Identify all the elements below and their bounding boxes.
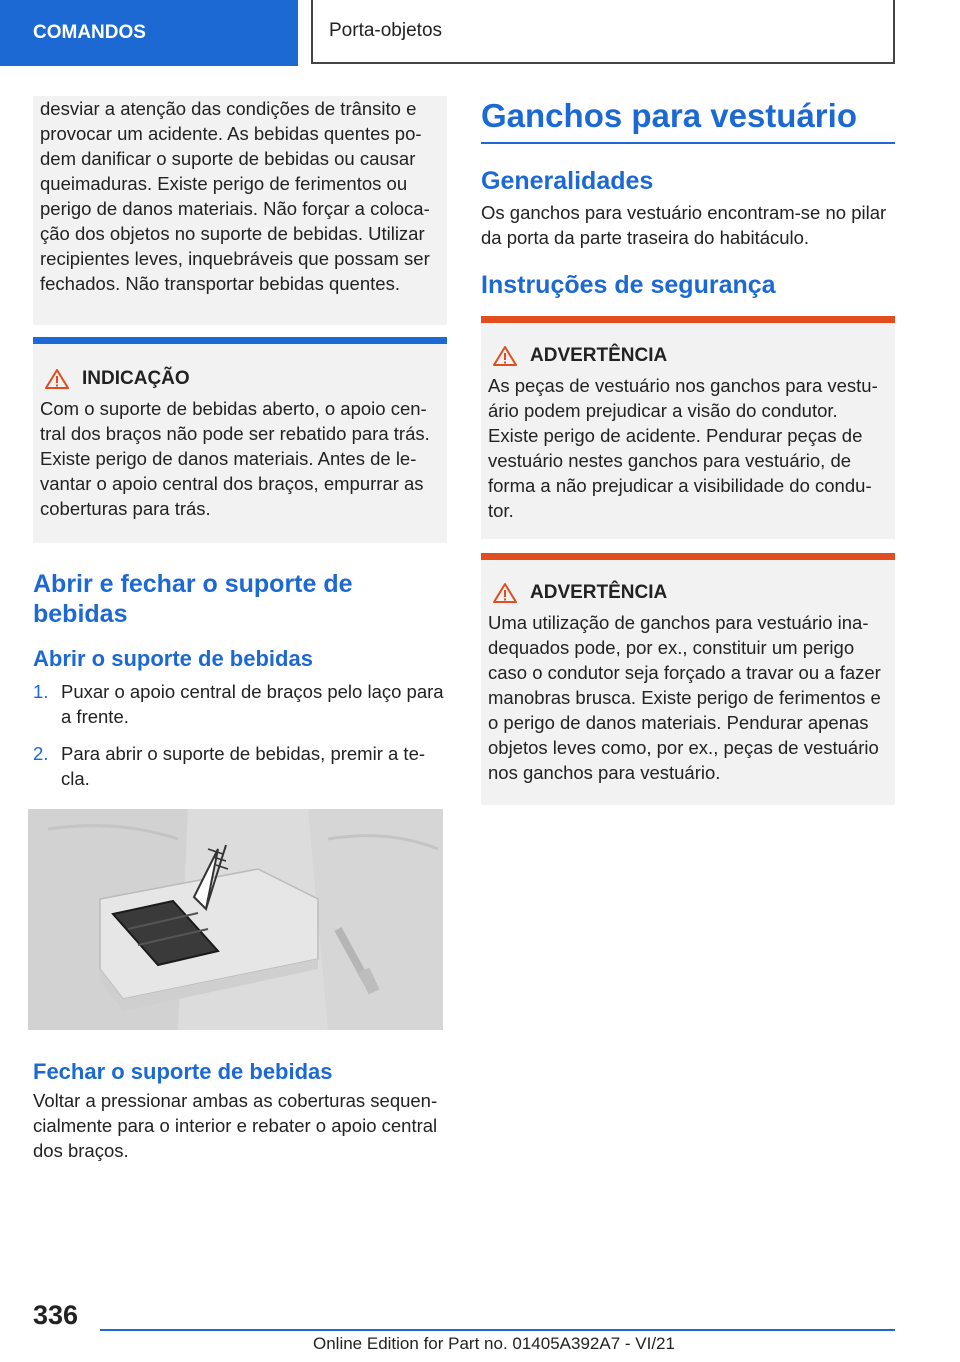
step-number: 1. <box>33 681 49 702</box>
close-instructions: Voltar a pressionar ambas as coberturas sequencialmente para o interior e rebater o apoio central dos braços. <box>33 1090 438 1161</box>
warning-title-row <box>488 582 889 604</box>
warning-triangle-icon <box>44 368 70 390</box>
warning-triangle-icon <box>492 582 518 604</box>
heading-open-cupholder: Abrir o suporte de bebidas <box>33 646 313 671</box>
continued-warning-box <box>33 96 447 325</box>
step-text: Para abrir o suporte de bebidas, premir a tecla. <box>61 743 426 789</box>
warning-text: As peças de vestuário nos ganchos para vestuário podem prejudicar a visão do condutor. Existe perigo de acidente. Pendurar peças de vestuário nestes ganchos para vestuário, de forma a não prejudicar a visibilidade do condutor. <box>488 375 878 521</box>
notice-text: Com o suporte de bebidas aberto, o apoio central dos braços não pode ser rebatido para trás. Existe perigo de danos materiais. Antes de levantar o apoio central dos braços, empurrar as coberturas para trás. <box>40 398 430 519</box>
page-header-title <box>311 0 895 64</box>
edition-info: Online Edition for Part no. 01405A392A7 - VI/21 <box>313 1334 675 1353</box>
step-number: 2. <box>33 743 49 764</box>
notice-box <box>33 337 447 543</box>
section-label: COMANDOS <box>33 22 146 43</box>
continued-warning-text: desviar a atenção das condições de trânsito e provocar um acidente. As bebidas quentes podem danificar o suporte de bebidas ou causar queimaduras. Existe perigo de ferimentos ou perigo de danos materiais. Não forçar a colocação dos objetos no suporte de bebidas. Utilizar recipientes leves, inquebráveis que possam ser fechados. Não transportar bebidas quentes. <box>40 98 430 294</box>
section-tab <box>0 0 298 66</box>
step-item <box>33 679 447 729</box>
page-number: 336 <box>33 1300 79 1330</box>
left-column <box>33 96 447 791</box>
warning-text: Uma utilização de ganchos para vestuário inadequados pode, por ex., constituir um perigo caso o condutor seja forçado a travar ou a fazer manobras brusca. Existe perigo de ferimentos e o perigo de danos materiais. Pendurar apenas objetos leves como, por ex., peças de vestuário nos ganchos para vestuário. <box>488 612 881 783</box>
warning-title: ADVERTÊNCIA <box>530 345 668 366</box>
warning-box <box>481 553 895 805</box>
warning-title: ADVERTÊNCIA <box>530 582 668 603</box>
chapter-title: Porta-objetos <box>329 20 443 41</box>
notice-title: INDICAÇÃO <box>82 368 190 389</box>
step-text: Puxar o apoio central de braços pelo laço para a frente. <box>61 681 444 727</box>
section-heading-cupholder: Abrir e fechar o suporte de bebidas <box>33 570 353 628</box>
warning-box <box>481 316 895 539</box>
heading-general: Generalidades <box>481 167 654 195</box>
step-item <box>33 741 447 791</box>
general-text: Os ganchos para vestuário encontram-se no pilar da porta da parte traseira do habitáculo. <box>481 202 887 248</box>
heading-safety-instructions: Instruções de segurança <box>481 271 776 299</box>
notice-title-row <box>40 368 441 390</box>
right-column <box>481 96 895 805</box>
footer-divider <box>100 1329 895 1331</box>
warning-triangle-icon <box>492 345 518 367</box>
heading-close-cupholder: Fechar o suporte de bebidas <box>33 1059 333 1084</box>
close-section <box>33 1058 447 1163</box>
warning-title-row <box>488 345 889 367</box>
heading-clothes-hooks: Ganchos para vestuário <box>481 96 895 144</box>
armrest-cupholder-illustration <box>28 809 443 1030</box>
